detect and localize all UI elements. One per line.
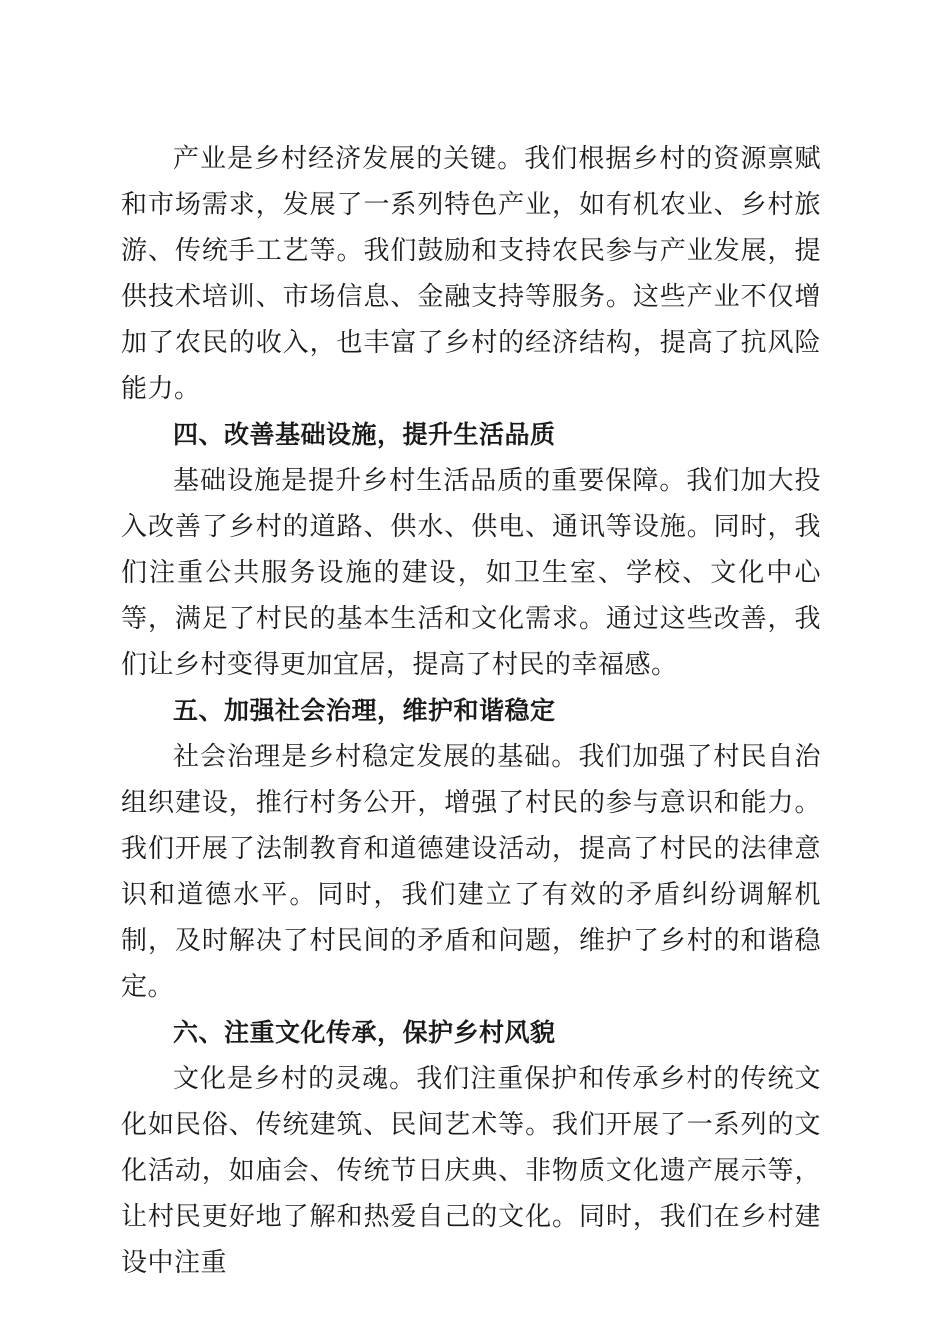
paragraph-social-governance: 社会治理是乡村稳定发展的基础。我们加强了村民自治组织建设，推行村务公开，增强了村民的参与意识和能力。我们开展了法制教育和道德建设活动，提高了村民的法律意识和道德水平。同时，我们建立了有效的矛盾纠纷调解机制，及时解决了村民间的矛盾和问题，维护了乡村的和谐稳定。	[121, 742, 821, 1002]
heading-infrastructure: 四、改善基础设施，提升生活品质	[173, 420, 556, 449]
document-body	[121, 136, 821, 1286]
heading-culture: 六、注重文化传承，保护乡村风貌	[173, 1018, 556, 1047]
heading-social-governance: 五、加强社会治理，维护和谐稳定	[173, 696, 556, 725]
paragraph-infrastructure: 基础设施是提升乡村生活品质的重要保障。我们加大投入改善了乡村的道路、供水、供电、通讯等设施。同时，我们注重公共服务设施的建设，如卫生室、学校、文化中心等，满足了村民的基本生活和文化需求。通过这些改善，我们让乡村变得更加宜居，提高了村民的幸福感。	[121, 466, 821, 680]
paragraph-industry: 产业是乡村经济发展的关键。我们根据乡村的资源禀赋和市场需求，发展了一系列特色产业，如有机农业、乡村旅游、传统手工艺等。我们鼓励和支持农民参与产业发展，提供技术培训、市场信息、金融支持等服务。这些产业不仅增加了农民的收入，也丰富了乡村的经济结构，提高了抗风险能力。	[121, 144, 821, 404]
paragraph-culture: 文化是乡村的灵魂。我们注重保护和传承乡村的传统文化如民俗、传统建筑、民间艺术等。我们开展了一系列的文化活动，如庙会、传统节日庆典、非物质文化遗产展示等，让村民更好地了解和热爱自己的文化。同时，我们在乡村建设中注重	[121, 1064, 821, 1278]
